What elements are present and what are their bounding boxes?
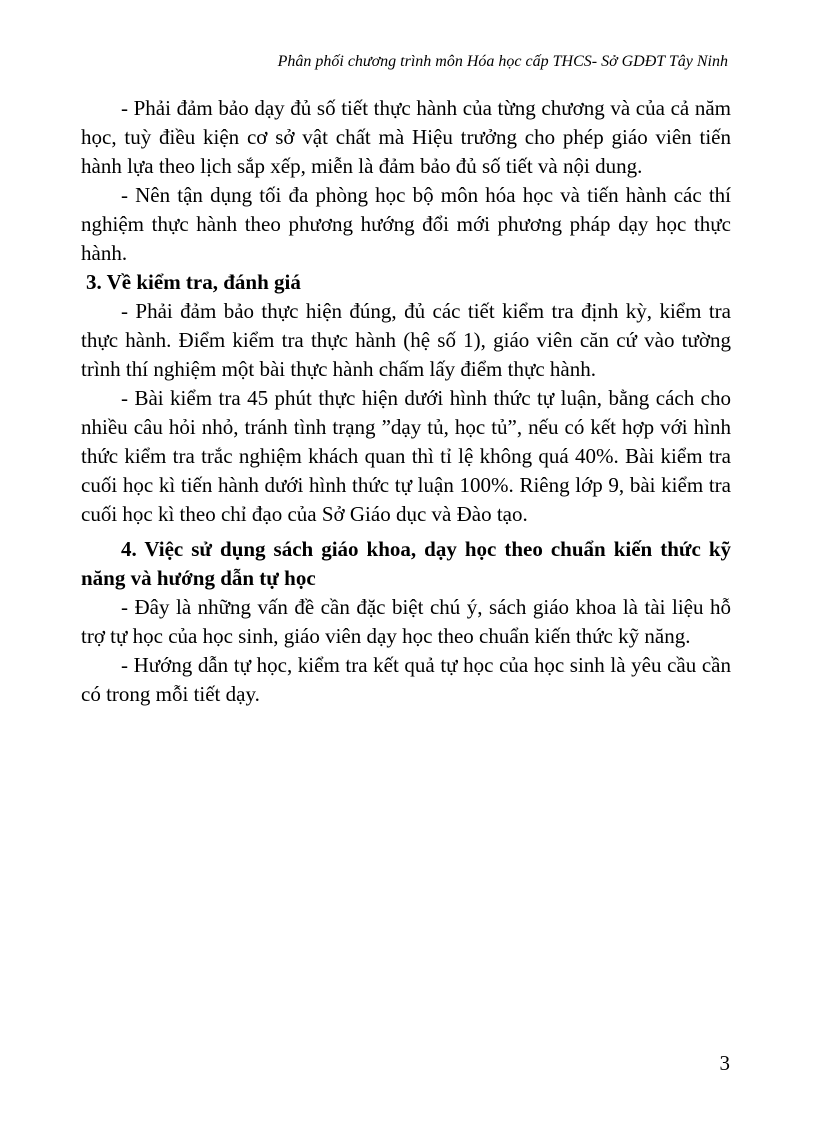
section-heading-assessment: 3. Về kiểm tra, đánh giá: [86, 270, 301, 294]
paragraph-textbook-note: - Đây là những vấn đề cần đặc biệt chú ý, sách giáo khoa là tài liệu hỗ trợ tự học của học sinh, giáo viên dạy học theo chuẩn kiến thức kỹ năng.: [81, 595, 731, 648]
paragraph-practice-periods: - Phải đảm bảo dạy đủ số tiết thực hành của từng chương và của cả năm học, tuỳ điều kiện cơ sở vật chất mà Hiệu trưởng cho phép giáo viên tiến hành lựa theo lịch sắp xếp, miễn là đảm bảo đủ số tiết và nội dung.: [81, 96, 731, 178]
paragraph-periodic-tests: - Phải đảm bảo thực hiện đúng, đủ các tiết kiểm tra định kỳ, kiểm tra thực hành. Điểm kiểm tra thực hành (hệ số 1), giáo viên căn cứ vào tường trình thí nghiệm một bài thực hành chấm lấy điểm thực hành.: [81, 299, 731, 381]
paragraph-self-study: - Hướng dẫn tự học, kiểm tra kết quả tự học của học sinh là yêu cầu cần có trong mỗi tiết dạy.: [81, 653, 731, 706]
paragraph-45-minute-test: - Bài kiểm tra 45 phút thực hiện dưới hình thức tự luận, bằng cách cho nhiều câu hỏi nhỏ, tránh tình trạng ”dạy tủ, học tủ”, nếu có kết hợp với hình thức kiểm tra trắc nghiệm khách quan thì tỉ lệ không quá 40%. Bài kiểm tra cuối học kì tiến hành dưới hình thức tự luận 100%. Riêng lớp 9, bài kiểm tra cuối học kì theo chỉ đạo của Sở Giáo dục và Đào tạo.: [81, 386, 731, 526]
section-heading-textbook-use: 4. Việc sử dụng sách giáo khoa, dạy học theo chuẩn kiến thức kỹ năng và hướng dẫn tự học: [81, 537, 731, 590]
paragraph-lab-usage: - Nên tận dụng tối đa phòng học bộ môn hóa học và tiến hành các thí nghiệm thực hành theo phương hướng đổi mới phương pháp dạy học thực hành.: [81, 183, 731, 265]
document-body: [81, 94, 731, 709]
running-header: Phân phối chương trình môn Hóa học cấp THCS- Sở GDĐT Tây Ninh: [277, 53, 728, 70]
page-number: 3: [719, 1051, 730, 1075]
